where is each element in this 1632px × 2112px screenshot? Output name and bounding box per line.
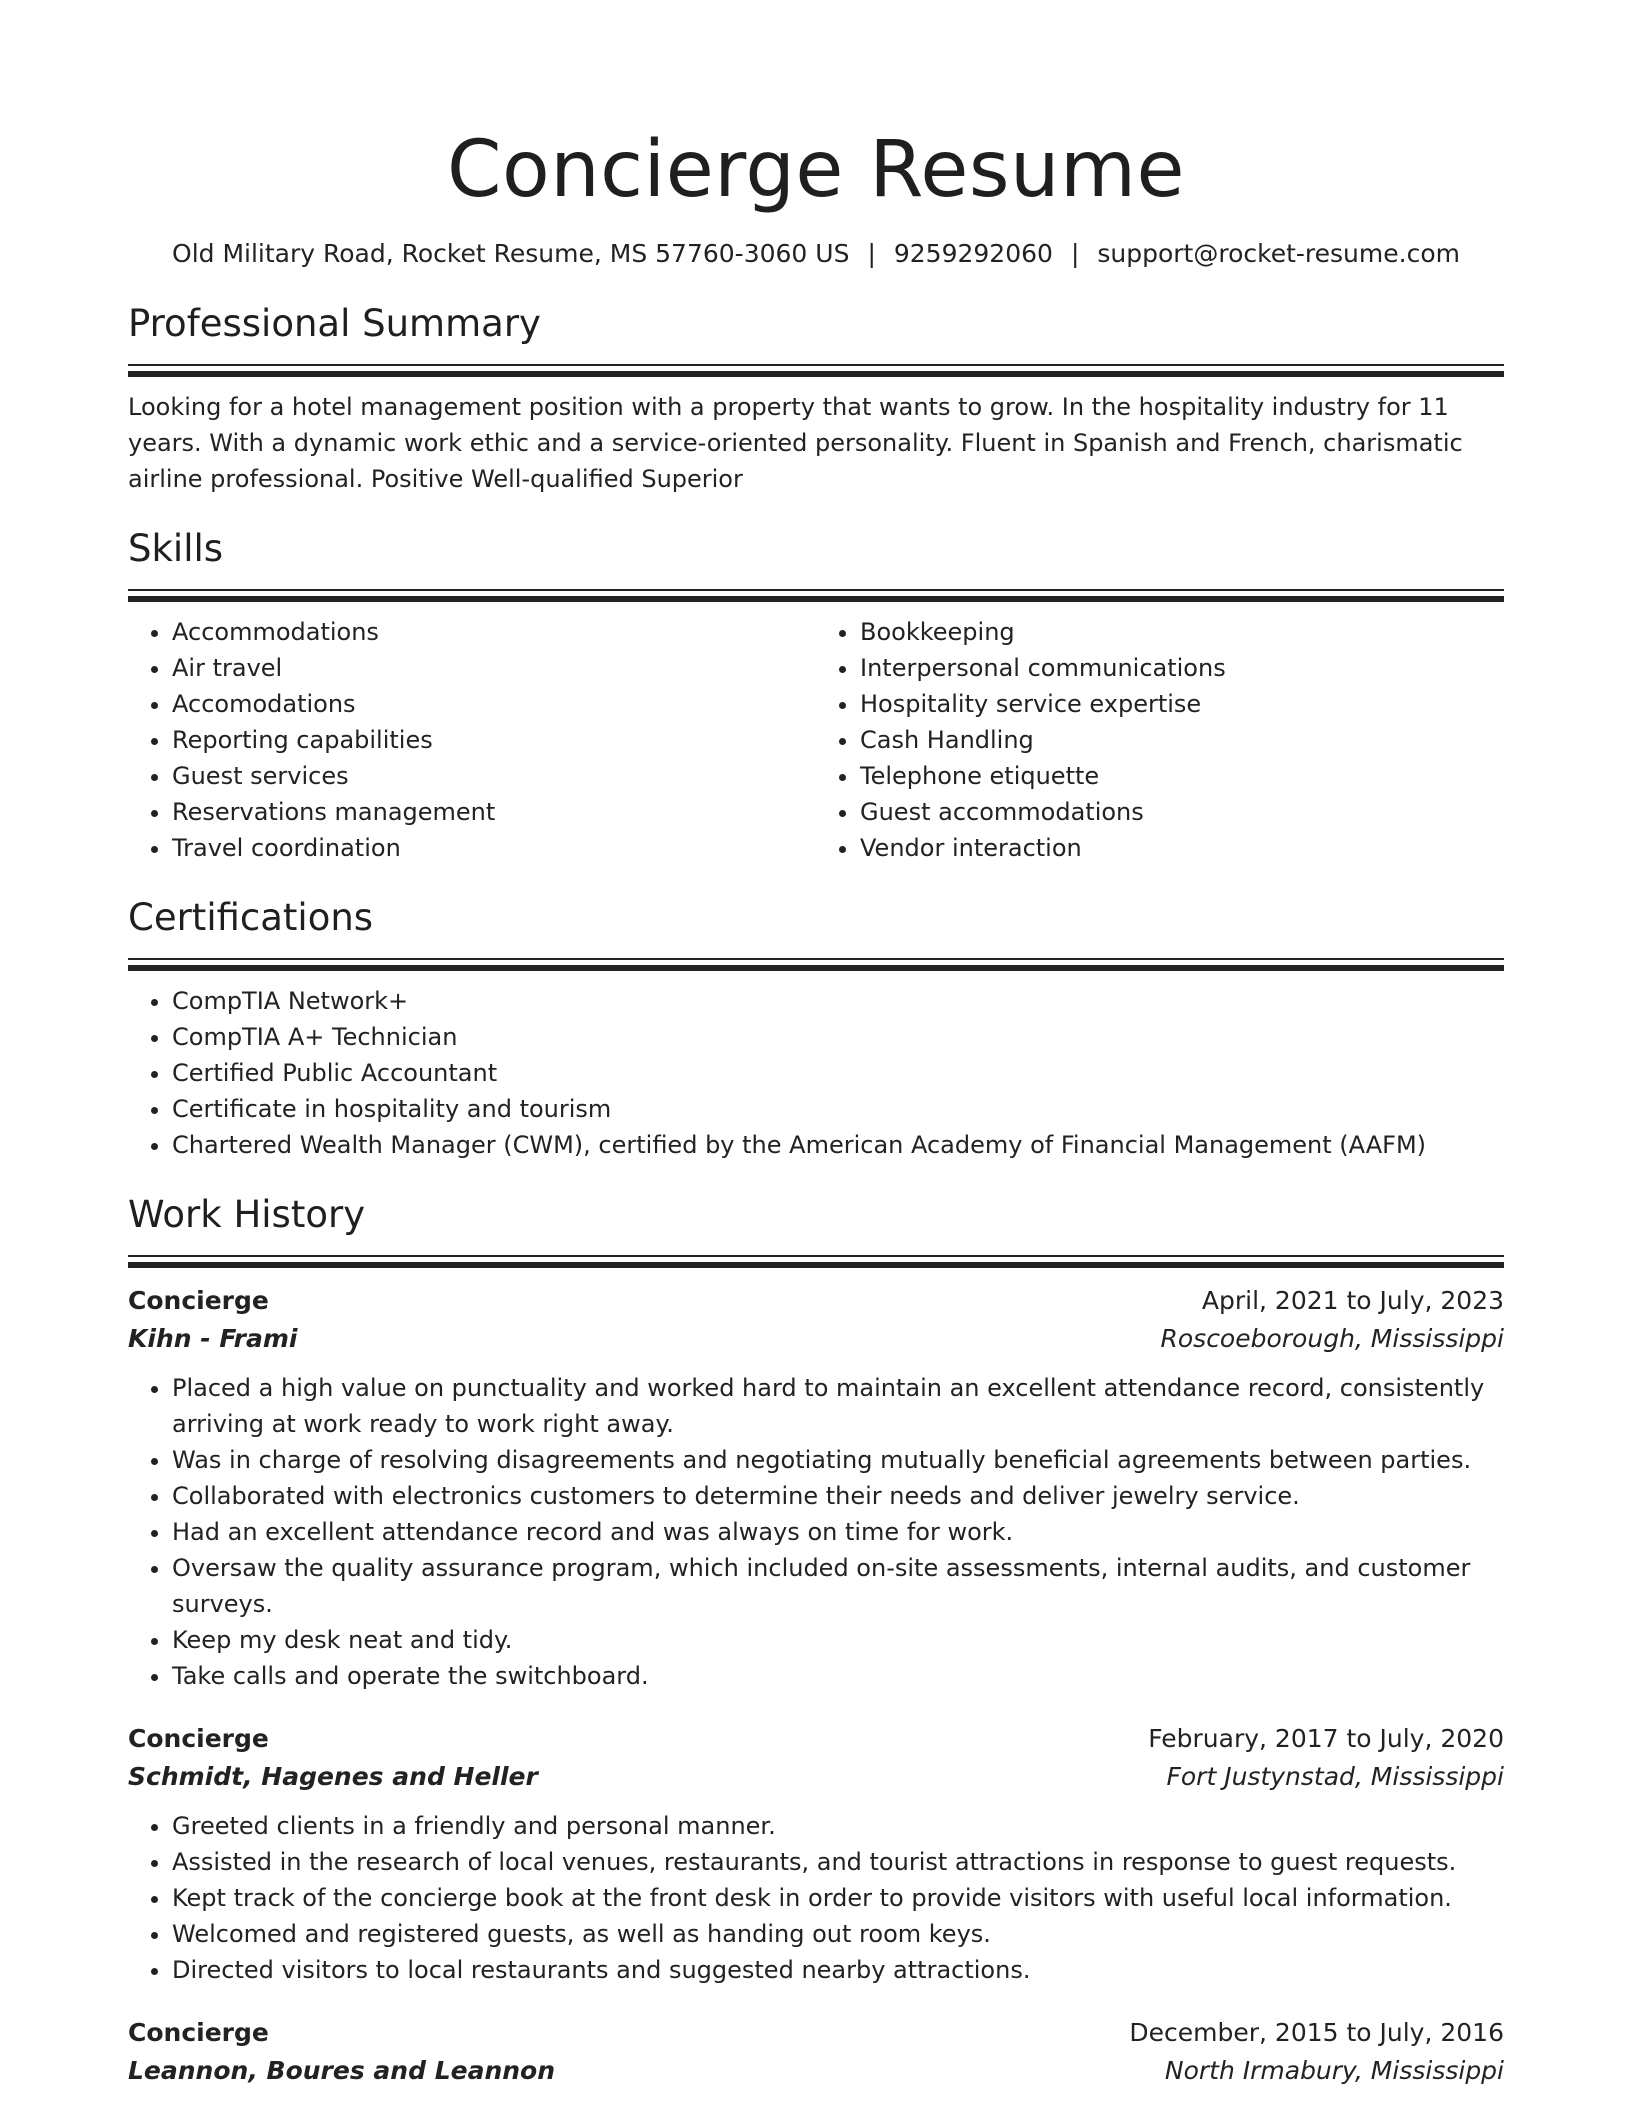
job-duty: • Oversaw the quality assurance program, which included on-site assessments, internal audits, and customer surveys. (172, 1550, 1504, 1622)
certifications-list (128, 983, 1504, 1163)
skill-item: • Accomodations (172, 686, 816, 722)
contact-line (128, 236, 1504, 272)
skill-item: • Vendor interaction (860, 830, 1504, 866)
section-divider-thick (128, 965, 1504, 971)
skill-item: • Telephone etiquette (860, 758, 1504, 794)
section-divider (128, 364, 1504, 366)
job-company-row (128, 1758, 1504, 1796)
skill-item: • Accommodations (172, 614, 816, 650)
job-entry (128, 2014, 1504, 2090)
job-duty: • Collaborated with electronics customers to determine their needs and deliver jewelry service. (172, 1478, 1504, 1514)
summary-text: Looking for a hotel management position with a property that wants to grow. In the hospitality industry for 11 years. With a dynamic work ethic and a service-oriented personality. Fluent in Spanish and French, charismatic airline professional. Positive Well-qualified Superior (128, 393, 1463, 493)
job-company-row (128, 2052, 1504, 2090)
certification-item: • Chartered Wealth Manager (CWM), certified by the American Academy of Financial Management (AAFM) (172, 1127, 1504, 1163)
skill-item: • Guest services (172, 758, 816, 794)
job-duty: • Keep my desk neat and tidy. (172, 1622, 1504, 1658)
job-duty: • Was in charge of resolving disagreements and negotiating mutually beneficial agreements between parties. (172, 1442, 1504, 1478)
job-header-row (128, 1282, 1504, 1320)
skills-list-left (128, 614, 816, 866)
job-dates: February, 2017 to July, 2020 (1148, 1724, 1504, 1753)
section-title-summary: Professional Summary (128, 302, 541, 345)
job-duties-list (128, 1370, 1504, 1694)
resume-title: Concierge Resume (447, 125, 1185, 215)
skill-item: • Travel coordination (172, 830, 816, 866)
job-duties-list (128, 1808, 1504, 1988)
resume-content (128, 0, 1504, 2090)
work-history-section (128, 1189, 1504, 2090)
job-duty: • Had an excellent attendance record and was always on time for work. (172, 1514, 1504, 1550)
job-company-row (128, 1320, 1504, 1358)
job-duty: • Greeted clients in a friendly and personal manner. (172, 1808, 1504, 1844)
section-divider-thick (128, 1262, 1504, 1268)
job-dates: December, 2015 to July, 2016 (1129, 2018, 1504, 2047)
job-title: Concierge (128, 1724, 269, 1753)
skill-item: • Reporting capabilities (172, 722, 816, 758)
skills-columns (128, 614, 1504, 866)
job-duty: • Welcomed and registered guests, as well as handing out room keys. (172, 1916, 1504, 1952)
skill-item: • Guest accommodations (860, 794, 1504, 830)
job-duty: • Placed a high value on punctuality and worked hard to maintain an excellent attendance record, consistently arriving at work ready to work right away. (172, 1370, 1504, 1442)
job-duty: • Take calls and operate the switchboard. (172, 1658, 1504, 1694)
job-location: Roscoeborough, Mississippi (1160, 1324, 1504, 1353)
contact-address: Old Military Road, Rocket Resume, MS 57760-3060 US (172, 239, 850, 268)
job-location: North Irmabury, Mississippi (1164, 2056, 1504, 2085)
job-header-row (128, 1720, 1504, 1758)
job-duty: • Assisted in the research of local venues, restaurants, and tourist attractions in response to guest requests. (172, 1844, 1504, 1880)
section-divider (128, 589, 1504, 591)
contact-email: support@rocket-resume.com (1097, 239, 1460, 268)
certification-item: • CompTIA Network+ (172, 983, 1504, 1019)
section-title-skills: Skills (128, 527, 224, 570)
summary-section (128, 298, 1504, 497)
job-header-row (128, 2014, 1504, 2052)
job-company: Schmidt, Hagenes and Heller (128, 1762, 538, 1791)
section-divider (128, 958, 1504, 960)
contact-separator: | (1070, 239, 1080, 268)
skill-item: • Reservations management (172, 794, 816, 830)
section-divider-thick (128, 596, 1504, 602)
skills-section (128, 523, 1504, 866)
section-title-certifications: Certifications (128, 896, 374, 939)
certifications-section (128, 892, 1504, 1163)
job-company: Kihn - Frami (128, 1324, 298, 1353)
section-title-work-history: Work History (128, 1193, 366, 1236)
job-duty: • Kept track of the concierge book at the front desk in order to provide visitors with useful local information. (172, 1880, 1504, 1916)
skill-item: • Cash Handling (860, 722, 1504, 758)
job-entry (128, 1282, 1504, 1694)
skills-list-right (816, 614, 1504, 866)
contact-separator: | (867, 239, 876, 268)
section-divider-thick (128, 371, 1504, 377)
skill-item: • Bookkeeping (860, 614, 1504, 650)
job-entry (128, 1720, 1504, 1988)
job-company: Leannon, Boures and Leannon (128, 2056, 556, 2085)
job-title: Concierge (128, 1286, 269, 1315)
job-location: Fort Justynstad, Mississippi (1166, 1762, 1504, 1791)
job-title: Concierge (128, 2018, 269, 2047)
contact-phone: 9259292060 (893, 239, 1053, 268)
skill-item: • Hospitality service expertise (860, 686, 1504, 722)
certification-item: • CompTIA A+ Technician (172, 1019, 1504, 1055)
certification-item: • Certified Public Accountant (172, 1055, 1504, 1091)
certification-item: • Certificate in hospitality and tourism (172, 1091, 1504, 1127)
skill-item: • Interpersonal communications (860, 650, 1504, 686)
skill-item: • Air travel (172, 650, 816, 686)
job-dates: April, 2021 to July, 2023 (1201, 1286, 1504, 1315)
job-duty: • Directed visitors to local restaurants and suggested nearby attractions. (172, 1952, 1504, 1988)
section-divider (128, 1255, 1504, 1257)
